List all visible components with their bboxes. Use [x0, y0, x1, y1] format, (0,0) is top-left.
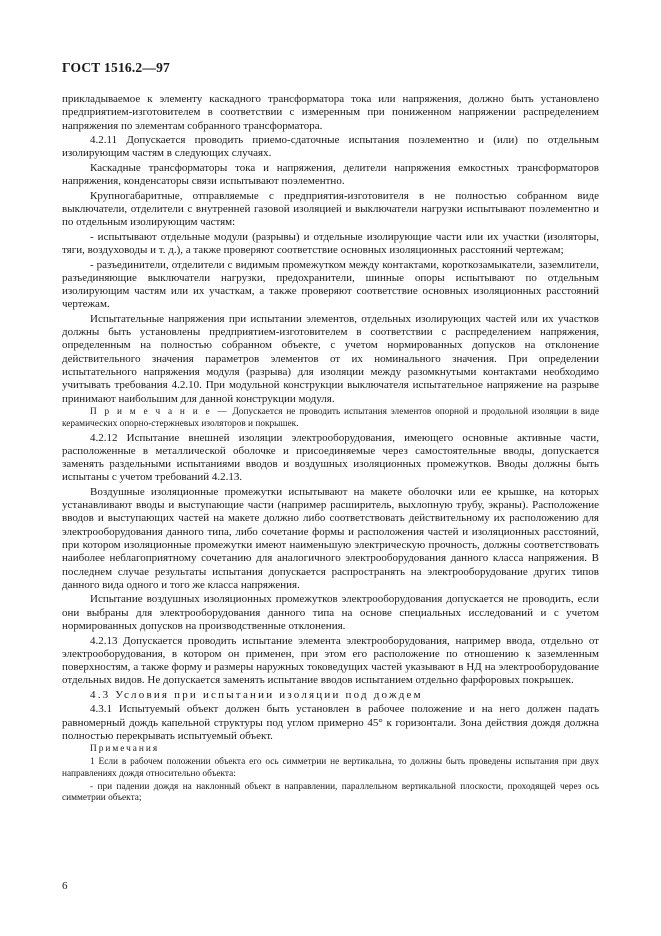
document-body — [62, 93, 599, 806]
note-item: 1 Если в рабочем положении объекта его ось симметрии не вертикальна, то должны быть проведены испытания при двух направлениях дождя относительно объекта: — [62, 757, 599, 779]
document-header: ГОСТ 1516.2—97 — [62, 60, 170, 75]
paragraph-4-2-11: 4.2.11 Допускается проводить приемо-сдаточные испытания поэлементно и (или) по отдельным изолирующим частям в следующих случаях. — [62, 134, 599, 160]
note-item: - при падении дождя на наклонный объект в направлении, параллельном вертикальной плоскости, проходящей через ось симметрии объекта; — [62, 781, 599, 804]
page-number: 6 — [62, 880, 68, 892]
paragraph-test-voltages: Испытательные напряжения при испытании элементов, отдельных изолирующих частей или их участков должны быть установлены предприятием-изготовителем в соответствии с распределением напряжения, определенным на полностью собранном объекте, с учетом нормированных допусков на отклонение действительного значения параметров элементов от их номинального значения. При определении испытательного напряжения модуля (разрыва) для изоляции между разомкнутыми контактами необходимо учитывать требования 4.2.10. При модульной конструкции выключателя испытательное напряжение на разрыве принимают наибольшим для данной конструкции модуля. — [62, 312, 599, 405]
list-item-modules: - испытывают отдельные модули (разрывы) и отдельные изолирующие части или их участки (изоляторы, тяги, воздуховоды и т. д.), а также проверяют соответствие основных изоляционных расстояний чертежам; — [62, 230, 599, 257]
paragraph-4-2-13: 4.2.13 Допускается проводить испытание элемента электрооборудования, например ввода, отдельно от электрооборудования, в котором он применен, при этом его расположение по отношению к заземленным поверхностям, а также форму и размеры наружных токоведущих частей указывают в НД на электрооборудование отдельных видов. Не допускается заменять испытание вводов испытанием отдельно фарфоровых покрышек. — [62, 634, 599, 687]
note-label: П р и м е ч а н и е — — [90, 407, 229, 418]
note-text: Допускается не проводить испытания элементов опорной и продольной изоляции в виде керамических опорно-стержневых изоляторов и покрышек. — [62, 407, 600, 429]
notes-heading: Примечания — [90, 744, 160, 755]
paragraph-continuation: прикладываемое к элементу каскадного трансформатора тока или напряжения, должно быть установлено предприятием-изготовителем в соответствии с измеренным при пониженном напряжении распределением напряжения по элементам собранного трансформатора. — [62, 93, 599, 132]
paragraph-4-3-1: 4.3.1 Испытуемый объект должен быть установлен в рабочее положение и на него должен падать равномерный дождь капельной структуры под углом примерно 45° к горизонтали. Зона действия дождя должна полностью перекрывать испытуемый объект. — [62, 703, 599, 742]
note-ceramic-insulators — [62, 407, 599, 430]
paragraph-large-equipment: Крупногабаритные, отправляемые с предприятия-изготовителя в не полностью собранном виде выключатели, отделители с внутренней газовой изоляцией и выключатели нагрузки испытывают поэлементно и по отдельным изолирующим частям: — [62, 189, 599, 229]
paragraph-air-gaps: Воздушные изоляционные промежутки испытывают на макете оболочки или ее крышке, на которых устанавливают вводы и выступающие части (например расширитель, выхлопную трубу, экраны). Расположение вводов и выступающих частей на макете должно либо соответствовать действительному их расположению для электрооборудования данного типа, либо сочетание формы и расположения частей и изоляционных расстояний, при котором изоляционные промежутки имеют наименьшую электрическую прочность, должны соответствовать наиболее неблагоприятному сочетанию для аналогичного электрооборудования данного класса напряжения. В последнем случае результаты испытания допускается распространять на электрооборудование других типов данного вида одного и того же класса напряжения. — [62, 485, 599, 591]
list-item-disconnectors: - разъединители, отделители с видимым промежутком между контактами, короткозамыкатели, заземлители, разъединяющие выключатели нагрузки, предохранители, шинные опоры испытывают по отдельным изолирующим частям или их участкам, а также проверяют соответствие основных изоляционных расстояний чертежам. — [62, 258, 599, 311]
section-heading-4-3: 4.3 Условия при испытании изоляции под дождем — [90, 688, 423, 701]
paragraph-air-gaps-exemption: Испытание воздушных изоляционных промежутков электрооборудования допускается не проводить, если они выбраны для электрооборудования данного типа на основе специальных исследований и с учетом нормированных допусков на производственные отклонения. — [62, 593, 599, 633]
paragraph-cascade-transformers: Каскадные трансформаторы тока и напряжения, делители напряжения емкостных трансформаторов напряжения, конденсаторы связи испытывают поэлементно. — [62, 161, 599, 188]
paragraph-4-2-12: 4.2.12 Испытание внешней изоляции электрооборудования, имеющего основные активные части, расположенные в металлической оболочке и присоединяемые через самостоятельные вводы, допускается заменять раздельными испытаниями вводов и воздушных изоляционных промежутков. Вводы должны быть испытаны с учетом требований 4.2.13. — [62, 431, 599, 484]
